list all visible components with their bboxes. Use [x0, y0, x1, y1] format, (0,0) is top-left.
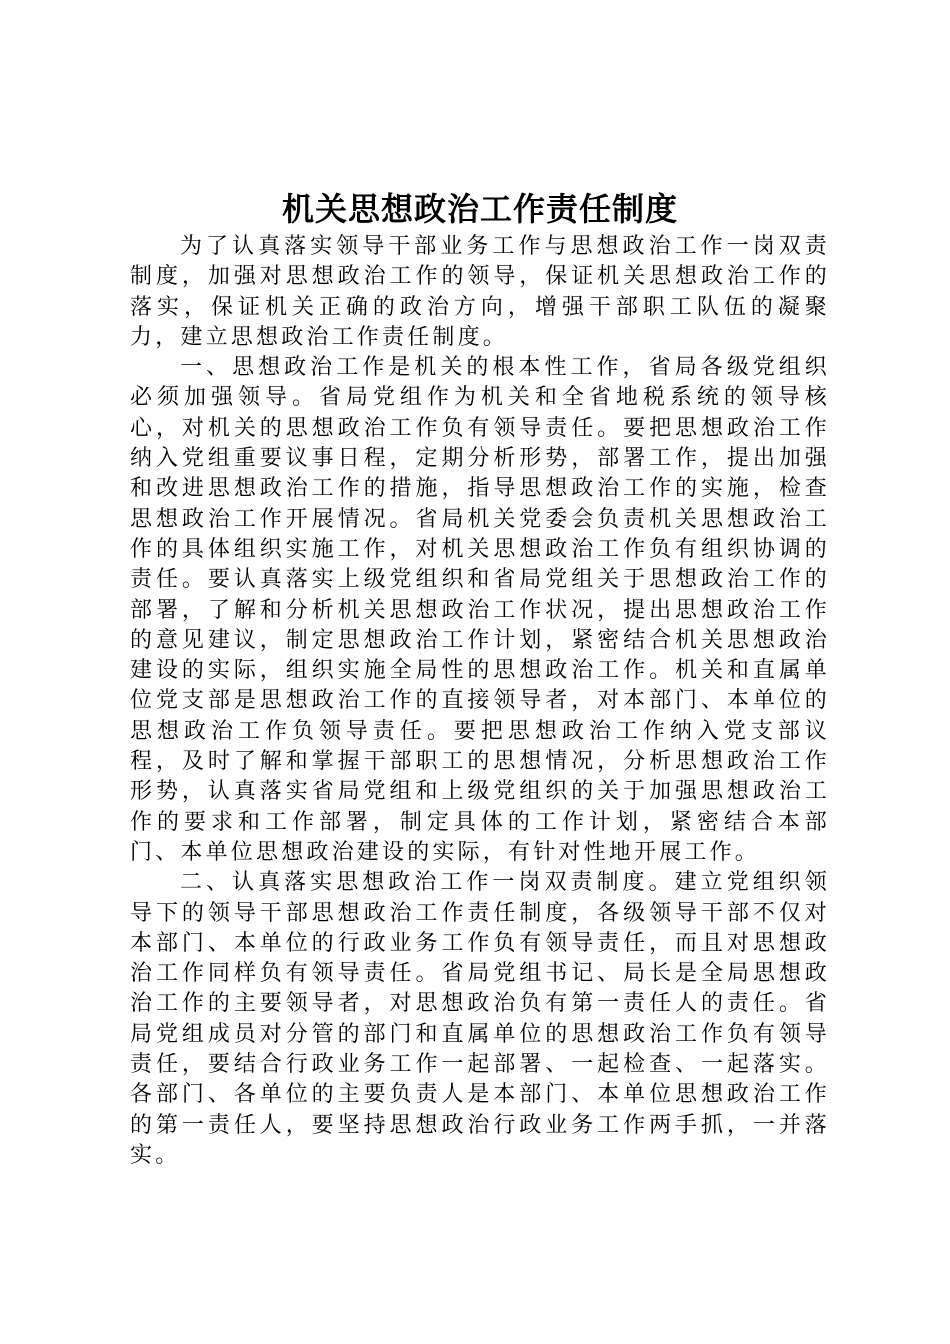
document-title: 机关思想政治工作责任制度 — [281, 190, 678, 228]
intro-paragraph: 为了认真落实领导干部业务工作与思想政治工作一岗双责制度，加强对思想政治工作的领导，保证机关思想政治工作的落实，保证机关正确的政治方向，增强干部职工队伍的凝聚力，建立思想政治工作责任制度。 — [130, 234, 830, 350]
document-page — [130, 186, 830, 1171]
section-two-paragraph: 二、认真落实思想政治工作一岗双责制度。建立党组织领导下的领导干部思想政治工作责任制度，各级领导干部不仅对本部门、本单位的行政业务工作负有领导责任，而且对思想政治工作同样负有领导责任。省局党组书记、局长是全局思想政治工作的主要领导者，对思想政治负有第一责任人的责任。省局党组成员对分管的部门和直属单位的思想政治工作负有领导责任，要结合行政业务工作一起部署、一起检查、一起落实。各部门、各单位的主要负责人是本部门、本单位思想政治工作的第一责任人，要坚持思想政治行政业务工作两手抓，一并落实。 — [130, 870, 830, 1168]
section-one-paragraph: 一、思想政治工作是机关的根本性工作，省局各级党组织必须加强领导。省局党组作为机关和全省地税系统的领导核心，对机关的思想政治工作负有领导责任。要把思想政治工作纳入党组重要议事日程，定期分析形势，部署工作，提出加强和改进思想政治工作的措施，指导思想政治工作的实施，检查思想政治工作开展情况。省局机关党委会负责机关思想政治工作的具体组织实施工作，对机关思想政治工作负有组织协调的责任。要认真落实上级党组织和省局党组关于思想政治工作的部署，了解和分析机关思想政治工作状况，提出思想政治工作的意见建议，制定思想政治工作计划，紧密结合机关思想政治建设的实际，组织实施全局性的思想政治工作。机关和直属单位党支部是思想政治工作的直接领导者，对本部门、本单位的思想政治工作负领导责任。要把思想政治工作纳入党支部议程，及时了解和掌握干部职工的思想情况，分析思想政治工作形势，认真落实省局党组和上级党组织的关于加强思想政治工作的要求和工作部署，制定具体的工作计划，紧密结合本部门、本单位思想政治建设的实际，有针对性地开展工作。 — [130, 355, 830, 865]
